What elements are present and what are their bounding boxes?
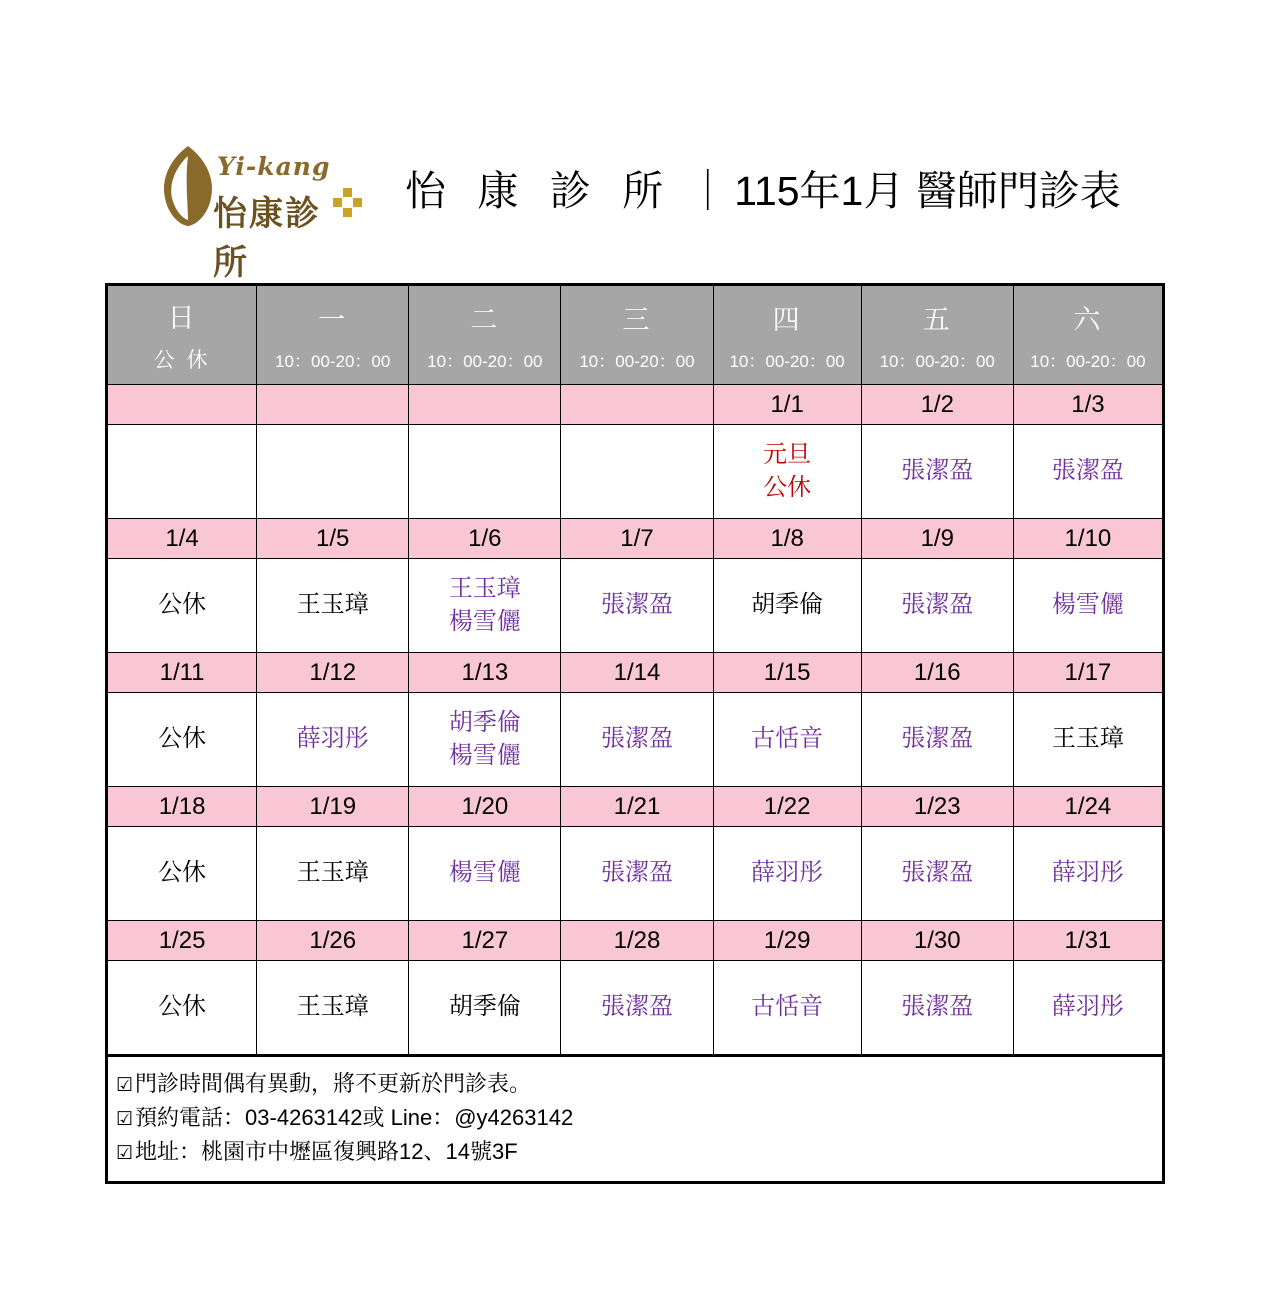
weekday-hours: 10：00-20：00 bbox=[1030, 351, 1146, 371]
checkbox-icon: ☑ bbox=[116, 1075, 134, 1096]
doctor-name: 張潔盈 bbox=[1051, 457, 1124, 485]
doctor-cell bbox=[257, 559, 409, 653]
date-cell: 1/17 bbox=[1013, 653, 1163, 693]
doctor-name: 公休 bbox=[158, 725, 207, 753]
header-cell-thursday bbox=[713, 285, 861, 385]
date-cell: 1/20 bbox=[409, 787, 561, 827]
doctor-name: 薛羽彤 bbox=[751, 859, 824, 887]
week-doctor-row bbox=[107, 827, 1164, 921]
doctor-cell bbox=[107, 693, 257, 787]
doctor-name: 張潔盈 bbox=[600, 993, 673, 1021]
doctor-cell bbox=[561, 559, 713, 653]
weekday-hours: 10：00-20：00 bbox=[879, 351, 995, 371]
doctor-name: 薛羽彤 bbox=[1051, 993, 1124, 1021]
weekday-label: 四 bbox=[772, 305, 802, 336]
date-cell: 1/4 bbox=[107, 519, 257, 559]
date-cell: 1/10 bbox=[1013, 519, 1163, 559]
week-doctor-row bbox=[107, 425, 1164, 519]
doctor-name: 張潔盈 bbox=[901, 591, 974, 619]
date-cell-empty bbox=[257, 385, 409, 425]
date-cell: 1/25 bbox=[107, 921, 257, 961]
doctor-name: 王玉璋 bbox=[1051, 725, 1124, 753]
doctor-cell bbox=[107, 559, 257, 653]
date-cell: 1/22 bbox=[713, 787, 861, 827]
note-line-1 bbox=[116, 1067, 1162, 1101]
doctor-name: 胡季倫 bbox=[448, 993, 521, 1021]
doctor-cell bbox=[1013, 559, 1163, 653]
date-cell: 1/7 bbox=[561, 519, 713, 559]
date-cell: 1/30 bbox=[861, 921, 1013, 961]
date-cell: 1/27 bbox=[409, 921, 561, 961]
doctor-name: 古恬音 bbox=[751, 725, 824, 753]
week-date-row bbox=[107, 653, 1164, 693]
date-cell: 1/18 bbox=[107, 787, 257, 827]
doctor-name: 薛羽彤 bbox=[1051, 859, 1124, 887]
doctor-name: 張潔盈 bbox=[901, 993, 974, 1021]
doctor-cell bbox=[861, 693, 1013, 787]
header-cell-wednesday bbox=[561, 285, 713, 385]
doctor-name: 公休 bbox=[158, 993, 207, 1021]
doctor-cell bbox=[1013, 961, 1163, 1056]
doctor-cell-empty bbox=[561, 425, 713, 519]
note-line-2 bbox=[116, 1101, 1162, 1135]
doctor-cell bbox=[107, 961, 257, 1056]
footer-notes bbox=[105, 1057, 1165, 1184]
doctor-cell bbox=[257, 827, 409, 921]
week-doctor-row bbox=[107, 693, 1164, 787]
week-doctor-row bbox=[107, 559, 1164, 653]
date-cell: 1/9 bbox=[861, 519, 1013, 559]
doctor-cell bbox=[1013, 827, 1163, 921]
doctor-name: 公休 bbox=[158, 591, 207, 619]
doctor-cell bbox=[713, 827, 861, 921]
week-date-row bbox=[107, 385, 1164, 425]
weekday-label: 一 bbox=[318, 305, 348, 336]
date-cell: 1/14 bbox=[561, 653, 713, 693]
header-cell-sunday bbox=[107, 285, 257, 385]
doctor-cell bbox=[561, 961, 713, 1056]
doctor-cell bbox=[561, 827, 713, 921]
date-cell: 1/23 bbox=[861, 787, 1013, 827]
note-line-3 bbox=[116, 1135, 1162, 1169]
doctor-cell bbox=[713, 693, 861, 787]
doctor-name: 張潔盈 bbox=[901, 859, 974, 887]
doctor-cell bbox=[861, 559, 1013, 653]
checkbox-icon: ☑ bbox=[116, 1143, 134, 1165]
doctor-cell bbox=[561, 693, 713, 787]
date-cell: 1/16 bbox=[861, 653, 1013, 693]
page-header bbox=[0, 130, 1270, 282]
doctor-cell bbox=[1013, 693, 1163, 787]
doctor-name: 張潔盈 bbox=[901, 457, 974, 485]
weekday-label: 五 bbox=[922, 305, 952, 336]
weekday-hours: 10：00-20：00 bbox=[729, 351, 845, 371]
title-separator: ｜ bbox=[687, 168, 729, 214]
note-text: 門診時間偶有異動，將不更新於門診表。 bbox=[135, 1071, 532, 1096]
logo-diamond-decoration bbox=[333, 188, 361, 218]
leaf-icon bbox=[157, 144, 219, 228]
date-cell: 1/15 bbox=[713, 653, 861, 693]
clinic-logo bbox=[155, 138, 355, 282]
note-text: 地址：桃園市中壢區復興路12、14號3F bbox=[135, 1139, 518, 1165]
date-cell: 1/8 bbox=[713, 519, 861, 559]
doctor-name: 楊雪儷 bbox=[448, 741, 521, 769]
date-cell-empty bbox=[561, 385, 713, 425]
doctor-name: 張潔盈 bbox=[600, 859, 673, 887]
date-cell: 1/21 bbox=[561, 787, 713, 827]
date-cell: 1/28 bbox=[561, 921, 713, 961]
date-cell: 1/2 bbox=[861, 385, 1013, 425]
doctor-name: 張潔盈 bbox=[600, 591, 673, 619]
doctor-name: 楊雪儷 bbox=[1051, 591, 1124, 619]
weekday-hours: 公 休 bbox=[153, 349, 211, 373]
date-cell: 1/13 bbox=[409, 653, 561, 693]
doctor-cell bbox=[409, 559, 561, 653]
doctor-name: 公休 bbox=[763, 473, 812, 501]
doctor-cell-empty bbox=[107, 425, 257, 519]
title-clinic-name: 怡 康 診 所 bbox=[405, 168, 674, 214]
doctor-cell bbox=[257, 693, 409, 787]
doctor-cell bbox=[713, 425, 861, 519]
date-cell: 1/6 bbox=[409, 519, 561, 559]
table-header-row bbox=[107, 285, 1164, 385]
doctor-cell bbox=[257, 961, 409, 1056]
doctor-cell bbox=[861, 961, 1013, 1056]
doctor-name: 元旦 bbox=[763, 441, 812, 469]
doctor-cell bbox=[861, 827, 1013, 921]
date-cell: 1/26 bbox=[257, 921, 409, 961]
week-doctor-row bbox=[107, 961, 1164, 1056]
header-cell-friday bbox=[861, 285, 1013, 385]
doctor-cell bbox=[107, 827, 257, 921]
date-cell: 1/29 bbox=[713, 921, 861, 961]
doctor-cell bbox=[409, 961, 561, 1056]
weekday-label: 二 bbox=[470, 305, 500, 336]
date-cell: 1/12 bbox=[257, 653, 409, 693]
weekday-hours: 10：00-20：00 bbox=[579, 351, 695, 371]
week-date-row bbox=[107, 921, 1164, 961]
logo-english-text: Yi-kang bbox=[217, 152, 331, 181]
doctor-name: 楊雪儷 bbox=[448, 607, 521, 635]
doctor-cell bbox=[409, 827, 561, 921]
checkbox-icon: ☑ bbox=[116, 1109, 134, 1131]
date-cell: 1/3 bbox=[1013, 385, 1163, 425]
date-cell: 1/1 bbox=[713, 385, 861, 425]
doctor-name: 薛羽彤 bbox=[296, 725, 369, 753]
doctor-name: 胡季倫 bbox=[751, 591, 824, 619]
doctor-cell bbox=[861, 425, 1013, 519]
date-cell-empty bbox=[409, 385, 561, 425]
date-cell-empty bbox=[107, 385, 257, 425]
date-cell: 1/5 bbox=[257, 519, 409, 559]
header-cell-saturday bbox=[1013, 285, 1163, 385]
doctor-cell bbox=[713, 961, 861, 1056]
weekday-hours: 10：00-20：00 bbox=[275, 351, 391, 371]
logo-chinese-text: 怡康診所 bbox=[213, 195, 321, 282]
doctor-name: 王玉璋 bbox=[448, 575, 521, 603]
schedule-table bbox=[105, 283, 1165, 1057]
doctor-name: 張潔盈 bbox=[901, 725, 974, 753]
doctor-cell-empty bbox=[257, 425, 409, 519]
week-date-row bbox=[107, 787, 1164, 827]
doctor-name: 張潔盈 bbox=[600, 725, 673, 753]
doctor-name: 王玉璋 bbox=[296, 993, 369, 1021]
weekday-label: 三 bbox=[622, 305, 652, 336]
doctor-cell bbox=[409, 693, 561, 787]
date-cell: 1/19 bbox=[257, 787, 409, 827]
weekday-label: 日 bbox=[167, 302, 197, 333]
doctor-name: 胡季倫 bbox=[448, 709, 521, 737]
note-text: 預約電話：03-4263142或 Line：@y4263142 bbox=[135, 1105, 574, 1131]
header-cell-tuesday bbox=[409, 285, 561, 385]
title-main: 115年1月 醫師門診表 bbox=[734, 168, 1121, 214]
doctor-name: 古恬音 bbox=[751, 993, 824, 1021]
date-cell: 1/31 bbox=[1013, 921, 1163, 961]
weekday-label: 六 bbox=[1073, 305, 1103, 336]
doctor-cell-empty bbox=[409, 425, 561, 519]
doctor-cell bbox=[1013, 425, 1163, 519]
doctor-name: 公休 bbox=[158, 859, 207, 887]
week-date-row bbox=[107, 519, 1164, 559]
header-cell-monday bbox=[257, 285, 409, 385]
doctor-name: 王玉璋 bbox=[296, 591, 369, 619]
date-cell: 1/24 bbox=[1013, 787, 1163, 827]
doctor-cell bbox=[713, 559, 861, 653]
page-title bbox=[405, 158, 1121, 217]
schedule-table-wrapper bbox=[105, 283, 1165, 1184]
doctor-name: 楊雪儷 bbox=[448, 859, 521, 887]
doctor-name: 王玉璋 bbox=[296, 859, 369, 887]
date-cell: 1/11 bbox=[107, 653, 257, 693]
weekday-hours: 10：00-20：00 bbox=[427, 351, 543, 371]
